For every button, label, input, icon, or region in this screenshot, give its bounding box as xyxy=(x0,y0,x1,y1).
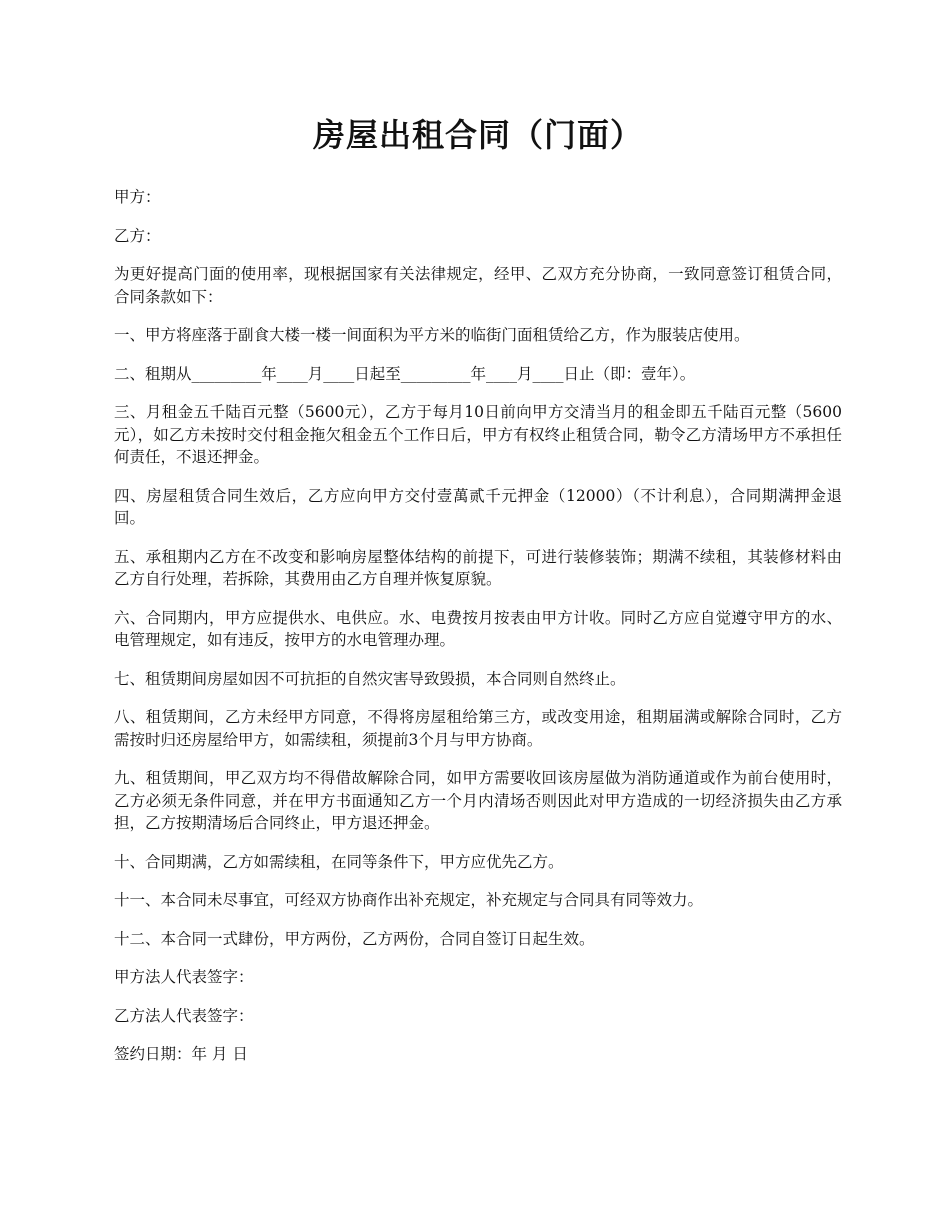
clause-9: 九、租赁期间，甲乙双方均不得借故解除合同，如甲方需要收回该房屋做为消防通道或作为前台使用时，乙方必须无条件同意，并在甲方书面通知乙方一个月内清场否则因此对甲方造成的一切经济损失由乙方承担，乙方按期清场后合同终止，甲方退还押金。 xyxy=(114,769,842,832)
clause-10: 十、合同期满，乙方如需续租，在同等条件下，甲方应优先乙方。 xyxy=(114,852,564,871)
party-b-line: 乙方： xyxy=(114,226,161,245)
clause-5: 五、承租期内乙方在不改变和影响房屋整体结构的前提下，可进行装修装饰；期满不续租，其装修材料由乙方自行处理，若拆除，其费用由乙方自理并恢复原貌。 xyxy=(114,547,842,588)
clause-11: 十一、本合同未尽事宜，可经双方协商作出补充规定，补充规定与合同具有同等效力。 xyxy=(114,891,704,909)
clause-8: 八、租赁期间，乙方未经甲方同意，不得将房屋租给第三方，或改变用途，租期届满或解除合同时，乙方需按时归还房屋给甲方，如需续租，须提前3个月与甲方协商。 xyxy=(114,708,842,749)
clause-3: 三、月租金五千陆百元整（5600元），乙方于每月10日前向甲方交清当月的租金即五千陆百元整（5600元），如乙方未按时交付租金拖欠租金五个工作日后，甲方有权终止租赁合同，勒令乙方清场甲方不承担任何责任，不退还押金。 xyxy=(114,403,842,466)
clause-4: 四、房屋租赁合同生效后，乙方应向甲方交付壹萬贰千元押金（12000）（不计利息），合同期满押金退回。 xyxy=(114,486,842,527)
clause-12: 十二、本合同一式肆份，甲方两份，乙方两份，合同自签订日起生效。 xyxy=(114,929,595,948)
party-b-signature-line: 乙方法人代表签字： xyxy=(114,1006,254,1025)
clause-1: 一、甲方将座落于副食大楼一楼一间面积为平方米的临街门面租赁给乙方，作为服装店使用。 xyxy=(114,326,750,344)
clause-7: 七、租赁期间房屋如因不可抗拒的自然灾害导致毁损，本合同则自然终止。 xyxy=(114,669,626,688)
clause-6: 六、合同期内，甲方应提供水、电供应。水、电费按月按表由甲方计收。同时乙方应自觉遵守甲方的水、电管理规定，如有违反，按甲方的水电管理办理。 xyxy=(114,608,842,649)
page-title: 房屋出租合同（门面） xyxy=(312,116,643,154)
signing-date-line: 签约日期：年 月 日 xyxy=(114,1045,248,1063)
party-a-signature-line: 甲方法人代表签字： xyxy=(114,968,254,986)
preamble: 为更好提高门面的使用率，现根据国家有关法律规定，经甲、乙双方充分协商，一致同意签订租赁合同，合同条款如下： xyxy=(114,265,842,306)
clause-2: 二、租期从_________年____月____日起至_________年____月____日止（即：壹年）。 xyxy=(114,364,696,383)
party-a-line: 甲方： xyxy=(114,188,161,206)
